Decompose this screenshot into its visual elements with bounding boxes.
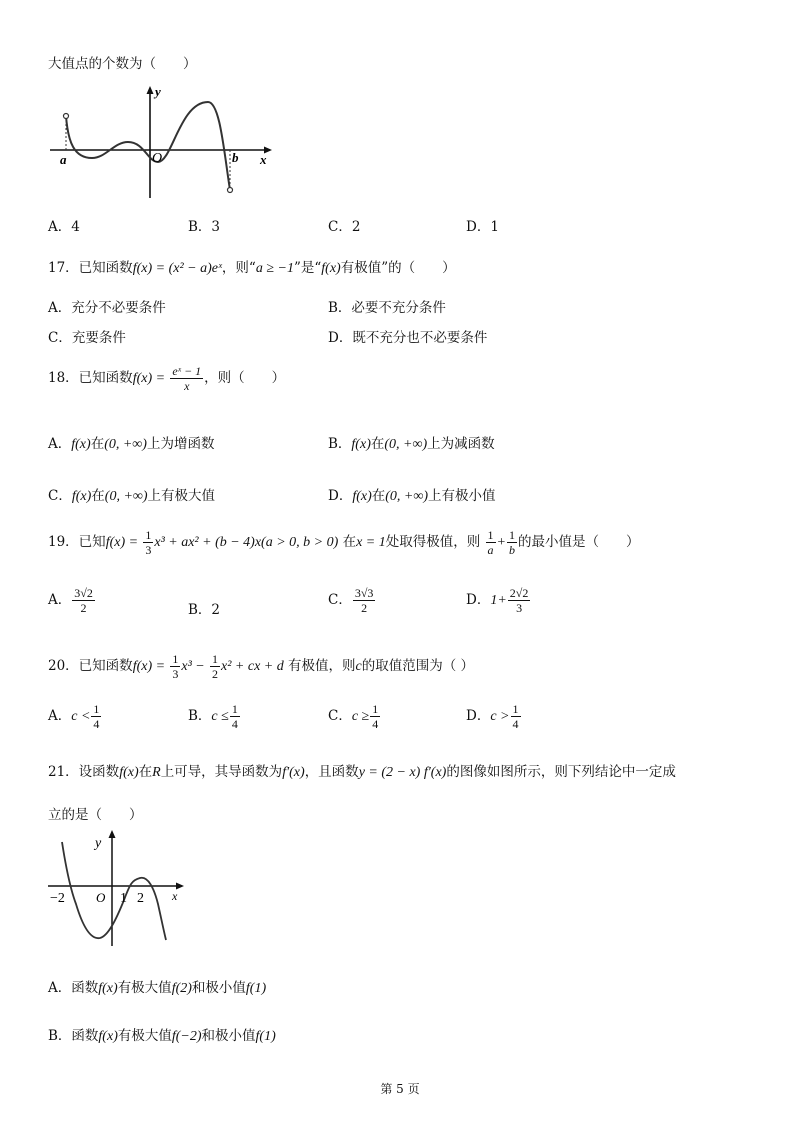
q21-one-label: 1: [120, 891, 127, 906]
q20-option-a: A．c < $\frac{1}{4}$: [48, 702, 100, 731]
q18-stem: 18．已知函数f(x) = $\frac{\text{eˣ − 1}}{x}$ ，则（ ）: [48, 364, 286, 393]
q16-option-c: C．2: [328, 219, 361, 235]
q19-option-b: B．2: [188, 602, 221, 618]
q19-option-d: D．1+ $\frac{2√2}{3}$: [466, 586, 529, 615]
q17-function: f(x) = (x² − a)eˣ: [132, 261, 222, 276]
q16-option-a: A．4: [48, 219, 80, 235]
q19-option-a: A． $\frac{3√2}{2}$: [48, 586, 93, 615]
page-footer: 第 5 页: [380, 1082, 420, 1096]
q16-option-d: D．1: [466, 219, 499, 235]
q16-b-label: b: [232, 150, 239, 165]
q19-stem: 19．已知f(x) = $\frac{1}{3}$ x³ + ax² + (b − 4)x(a > 0, b > 0) 在x = 1处取得极值，则 $\frac{1}{a}$ + $\frac{1}{b}$ 的最小值是（ ）: [48, 528, 640, 557]
q17-option-b: B．必要不充分条件: [328, 300, 446, 316]
q16-a-label: a: [60, 152, 67, 167]
q16-graph: [44, 82, 284, 202]
q21-graph: [44, 828, 194, 948]
q17-option-d: D．既不充分也不必要条件: [328, 330, 488, 346]
q20-option-c: C．c ≥ $\frac{1}{4}$: [328, 702, 379, 731]
q18-fraction: $\frac{\text{eˣ − 1}}{x}$: [172, 364, 202, 393]
q18-option-c: C．f(x)在(0, +∞)上有极大值: [48, 488, 216, 504]
q16-stem: 大值点的个数为（ ）: [48, 56, 197, 72]
q18-option-a: A．f(x)在(0, +∞)上为增函数: [48, 436, 215, 452]
q21-origin-label: O: [96, 890, 106, 905]
q21-minus2-label: −2: [50, 891, 65, 906]
q21-y-label: y: [95, 836, 102, 851]
q21-x-label: x: [172, 889, 178, 903]
q17-option-c: C．充要条件: [48, 330, 126, 346]
q21-stem-line1: 21．设函数f(x)在R上可导，其导函数为f′(x)，且函数y = (2 − x) f′(x)的图像如图所示，则下列结论中一定成: [48, 764, 676, 780]
q20-stem: 20．已知函数f(x) = $\frac{1}{3}$ x³ − $\frac{1}{2}$ x² + cx + d 有极值，则c的取值范围为（ ）: [48, 652, 475, 681]
q20-option-d: D．c > $\frac{1}{4}$: [466, 702, 519, 731]
q21-option-b: B．函数f(x)有极大值f(−2)和极小值f(1): [48, 1028, 276, 1044]
q16-origin-label: O: [152, 151, 163, 166]
q16-option-b: B．3: [188, 219, 221, 235]
q16-y-label: y: [155, 84, 161, 99]
q19-option-c: C． $\frac{3√3}{2}$: [328, 586, 374, 615]
q17-option-a: A．充分不必要条件: [48, 300, 166, 316]
q17-stem: 17．已知函数f(x) = (x² − a)eˣ，则“a ≥ −1”是“f(x)有极值”的（ ）: [48, 260, 456, 276]
q18-option-b: B．f(x)在(0, +∞)上为减函数: [328, 436, 495, 452]
q21-stem-line2: 立的是（ ）: [48, 807, 143, 823]
q21-option-a: A．函数f(x)有极大值f(2)和极小值f(1): [48, 980, 267, 996]
q20-option-b: B．c ≤ $\frac{1}{4}$: [188, 702, 238, 731]
q17-condition: a ≥ −1: [255, 261, 294, 276]
q16-x-label: x: [260, 152, 267, 167]
q18-option-d: D．f(x)在(0, +∞)上有极小值: [328, 488, 496, 504]
q21-two-label: 2: [137, 891, 144, 906]
